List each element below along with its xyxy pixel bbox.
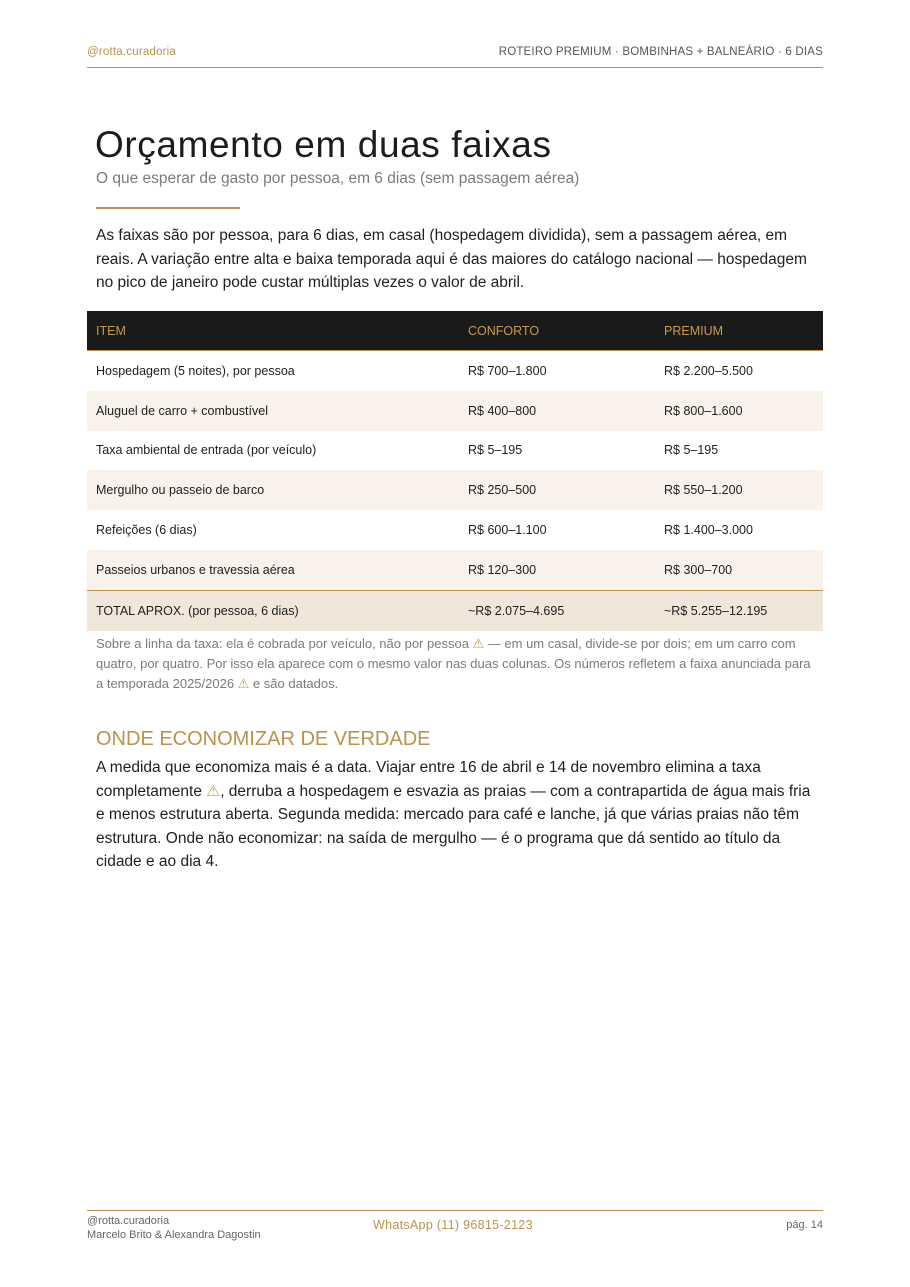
row-item: Mergulho ou passeio de barco xyxy=(87,470,459,510)
table-header-row xyxy=(87,311,823,351)
row-item: Taxa ambiental de entrada (por veículo) xyxy=(96,443,317,458)
page-header xyxy=(87,46,823,68)
row-premium: R$ 2.200–5.500 xyxy=(664,363,753,378)
footnote-text-1: Sobre a linha da taxa: ela é cobrada por veículo, não por pessoa xyxy=(96,636,473,651)
row-item: Refeições (6 dias) xyxy=(96,523,197,538)
total-conforto: ~R$ 2.075–4.695 xyxy=(459,590,655,630)
total-premium: ~R$ 5.255–12.195 xyxy=(655,590,823,630)
footer-authors: Marcelo Brito & Alexandra Dagostin xyxy=(87,1229,261,1241)
footer-whatsapp: WhatsApp (11) 96815-2123 xyxy=(373,1218,533,1232)
table-row xyxy=(87,550,823,590)
row-item: Hospedagem (5 noites), por pessoa xyxy=(96,363,295,378)
section-heading: ONDE ECONOMIZAR DE VERDADE xyxy=(96,728,431,750)
section-paragraph xyxy=(96,756,818,874)
page-title: Orçamento em duas faixas xyxy=(95,124,552,165)
row-conforto: R$ 600–1.100 xyxy=(468,523,547,538)
page-subtitle: O que esperar de gasto por pessoa, em 6 dias (sem passagem aérea) xyxy=(96,170,580,187)
footnote-text-2: — em um casal, divide-se por dois; em um carro com quatro, por quatro. Por isso ela aparece com o mesmo valor nas duas colunas. Os números refletem a faixa anunciada para a temporada 2025/2026 xyxy=(96,636,811,691)
row-premium: R$ 300–700 xyxy=(655,550,823,590)
column-header-premium: PREMIUM xyxy=(655,311,823,351)
footer-brand: @rotta.curadoria xyxy=(87,1215,170,1227)
row-conforto: R$ 400–800 xyxy=(459,391,655,431)
table-total-row xyxy=(87,590,823,630)
warning-icon: ⚠ xyxy=(237,676,250,691)
budget-table xyxy=(87,311,823,631)
table-row xyxy=(87,351,823,391)
warning-icon: ⚠ xyxy=(206,782,221,800)
column-header-item: ITEM xyxy=(87,311,459,351)
page-number: pág. 14 xyxy=(786,1219,823,1231)
row-conforto: R$ 700–1.800 xyxy=(468,363,547,378)
page-footer xyxy=(87,1210,823,1241)
row-premium: R$ 800–1.600 xyxy=(655,391,823,431)
row-item: Aluguel de carro + combustível xyxy=(87,391,459,431)
section-text-2: , derruba a hospedagem e esvazia as praias — com a contrapartida de água mais fria e menos estrutura aberta. Segunda medida: mercado para café e lanche, já que várias praias não têm estrutura. Onde não economizar: na saída de mergulho — é o programa que dá sentido ao título da cidade e ao dia 4. xyxy=(96,782,811,870)
intro-paragraph: As faixas são por pessoa, para 6 dias, em casal (hospedagem dividida), sem a passagem aérea, em reais. A variação entre alta e baixa temporada aqui é das maiores do catálogo nacional — hospedagem no pico de janeiro pode custar múltiplas vezes o valor de abril. xyxy=(96,227,807,291)
row-item: Passeios urbanos e travessia aérea xyxy=(87,550,459,590)
row-conforto: R$ 5–195 xyxy=(468,443,523,458)
row-premium: R$ 1.400–3.000 xyxy=(664,523,753,538)
row-conforto: R$ 250–500 xyxy=(459,470,655,510)
table-row xyxy=(87,470,823,510)
table-row xyxy=(87,391,823,431)
total-label: TOTAL APROX. (por pessoa, 6 dias) xyxy=(87,590,459,630)
title-divider xyxy=(96,207,240,209)
header-brand: @rotta.curadoria xyxy=(87,46,177,58)
row-premium: R$ 550–1.200 xyxy=(655,470,823,510)
column-header-conforto: CONFORTO xyxy=(459,311,655,351)
header-doc-title: ROTEIRO PREMIUM · BOMBINHAS + BALNEÁRIO · 6 DIAS xyxy=(498,46,823,58)
table-row xyxy=(87,431,823,471)
row-conforto: R$ 120–300 xyxy=(459,550,655,590)
row-premium: R$ 5–195 xyxy=(664,443,719,458)
section-text-1: A medida que economiza mais é a data. Viajar entre 16 de abril e 14 de novembro elimina a taxa completamente xyxy=(96,759,761,800)
table-footnote xyxy=(96,634,814,694)
table-row xyxy=(87,510,823,550)
footnote-text-3: e são datados. xyxy=(249,676,339,691)
warning-icon: ⚠ xyxy=(472,636,485,651)
